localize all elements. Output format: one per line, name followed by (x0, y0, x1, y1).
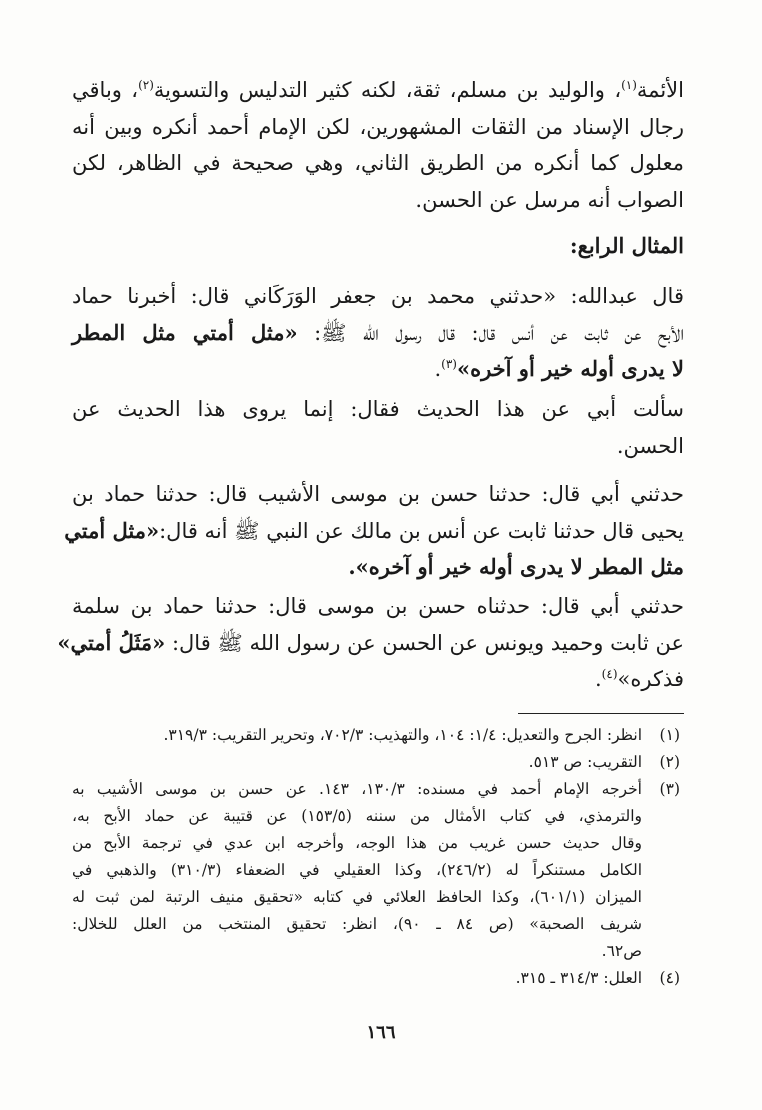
footnote-text (72, 965, 642, 992)
footnote-line: والترمذي، في كتاب الأمثال من سننه (١٥٣/٥) عن قتيبة عن حماد الأبح به، (72, 807, 642, 825)
footnote-line: شريف الصحبة» (ص ٨٤ ـ ٩٠)، انظر: تحقيق المنتخب من العلل للخلال: (72, 915, 642, 933)
footnote-text (72, 776, 642, 965)
footnote-ref-2[interactable]: (٢) (138, 78, 154, 92)
text-span: الأبح عن ثابت عن أنس قال: قال رسول الله ﷺ: (297, 320, 684, 345)
paragraph-2 (72, 278, 684, 388)
paragraph-line: حدثني أبي قال: حدثنا حسن بن موسى الأشيب قال: حدثنا حماد بن (72, 482, 684, 506)
footnote-line: الميزان (٦٠١/١)، وكذا الحافظ العلائي في كتابه «تحقيق منيف الرتبة لمن ثبت له (72, 888, 642, 906)
footnote-text (72, 722, 642, 749)
footnote-text (72, 749, 642, 776)
hadith-text: لا يدرى أوله خير أو آخره» (456, 356, 684, 381)
footnote-line: العلل: ٣١٤/٣ ـ ٣١٥. (515, 969, 642, 987)
hadith-text: «مثل أمتي (64, 517, 160, 543)
footnote-divider (518, 713, 684, 714)
footnotes (72, 722, 680, 992)
paragraph-3 (72, 391, 684, 464)
text-span: الأئمة (636, 78, 684, 102)
paragraph-1 (72, 72, 684, 218)
footnote-line: الكامل مستنكراً له (٢٤٦/٢)، وكذا العقيلي في الضعفاء (٣١٠/٣) والذهبي في (72, 861, 642, 879)
paragraph-line: قال عبدالله: «حدثني محمد بن جعفر الوَرَكَاني قال: أخبرنا حماد (72, 284, 684, 308)
text-span: ، وباقي (72, 78, 139, 102)
footnote (72, 965, 680, 992)
paragraph-line (72, 661, 684, 698)
footnote-line: التقريب: ص ٥١٣. (528, 753, 642, 771)
paragraph-line: معلول كما أنكره من الطريق الثاني، وهي صحيحة في الظاهر، لكن (72, 151, 684, 175)
footnote-number: (٣) (659, 780, 680, 798)
paragraph-line (64, 513, 684, 550)
text-span: . (434, 357, 442, 381)
footnote-line: وقال حديث حسن غريب من هذا الوجه، وأخرجه ابن عدي في ترجمة الأبح من (72, 834, 642, 852)
paragraph-5 (57, 588, 684, 698)
text-span: يحيى قال حدثنا ثابت عن أنس بن مالك عن النبي ﷺ أنه قال: (159, 518, 684, 543)
paragraph-line (72, 351, 684, 388)
hadith-text: مثل المطر لا يدرى أوله خير أو آخره». (348, 554, 684, 579)
footnote (72, 722, 680, 749)
footnote-ref-4[interactable]: (٤) (601, 667, 618, 681)
footnote-line: أخرجه الإمام أحمد في مسنده: ١٣٠/٣، ١٤٣. عن حسن بن موسى الأشيب به (72, 780, 642, 798)
paragraph-line: الصواب أنه مرسل عن الحسن. (415, 187, 684, 212)
paragraph-line: الحسن. (616, 433, 684, 458)
footnote-line: انظر: الجرح والتعديل: ١/٤: ١٠٤، والتهذيب: ٧٠٢/٣، وتحرير التقريب: ٣١٩/٣. (163, 726, 642, 744)
footnote-ref-3[interactable]: (٣) (441, 357, 457, 371)
hadith-text: «مَثَلُ أمتي» (57, 629, 166, 655)
footnote-number: (١) (659, 726, 680, 744)
hadith-text: «مثل أمتي مثل المطر (72, 319, 298, 345)
section-heading: المثال الرابع: (569, 233, 684, 258)
paragraph-line: رجال الإسناد من الثقات المشهورين، لكن الإمام أحمد أنكره وبين أنه (72, 114, 684, 139)
text-span: . (594, 667, 602, 691)
page-number: ١٦٦ (366, 1022, 396, 1043)
footnote-number: (٢) (659, 753, 680, 771)
paragraph-line: حدثني أبي قال: حدثناه حسن بن موسى قال: حدثنا حماد بن سلمة (72, 594, 684, 618)
paragraph-line (72, 72, 684, 109)
footnote-line: ص٦٢. (601, 942, 642, 960)
paragraph-line (57, 625, 684, 662)
footnote (72, 749, 680, 776)
footnote-number: (٤) (659, 969, 680, 987)
footnote (72, 776, 680, 965)
footnote-ref-1[interactable]: (١) (621, 78, 637, 92)
text-span: ، والوليد بن مسلم، ثقة، لكنه كثير التدليس والتسوية (153, 78, 622, 102)
paragraph-4 (64, 476, 684, 586)
text-span: عن ثابت وحميد ويونس عن الحسن عن رسول الله ﷺ قال: (165, 630, 684, 655)
paragraph-line (72, 315, 684, 352)
paragraph-line: سألت أبي عن هذا الحديث فقال: إنما يروى هذا الحديث عن (72, 397, 684, 421)
text-span: فذكره» (617, 667, 684, 691)
